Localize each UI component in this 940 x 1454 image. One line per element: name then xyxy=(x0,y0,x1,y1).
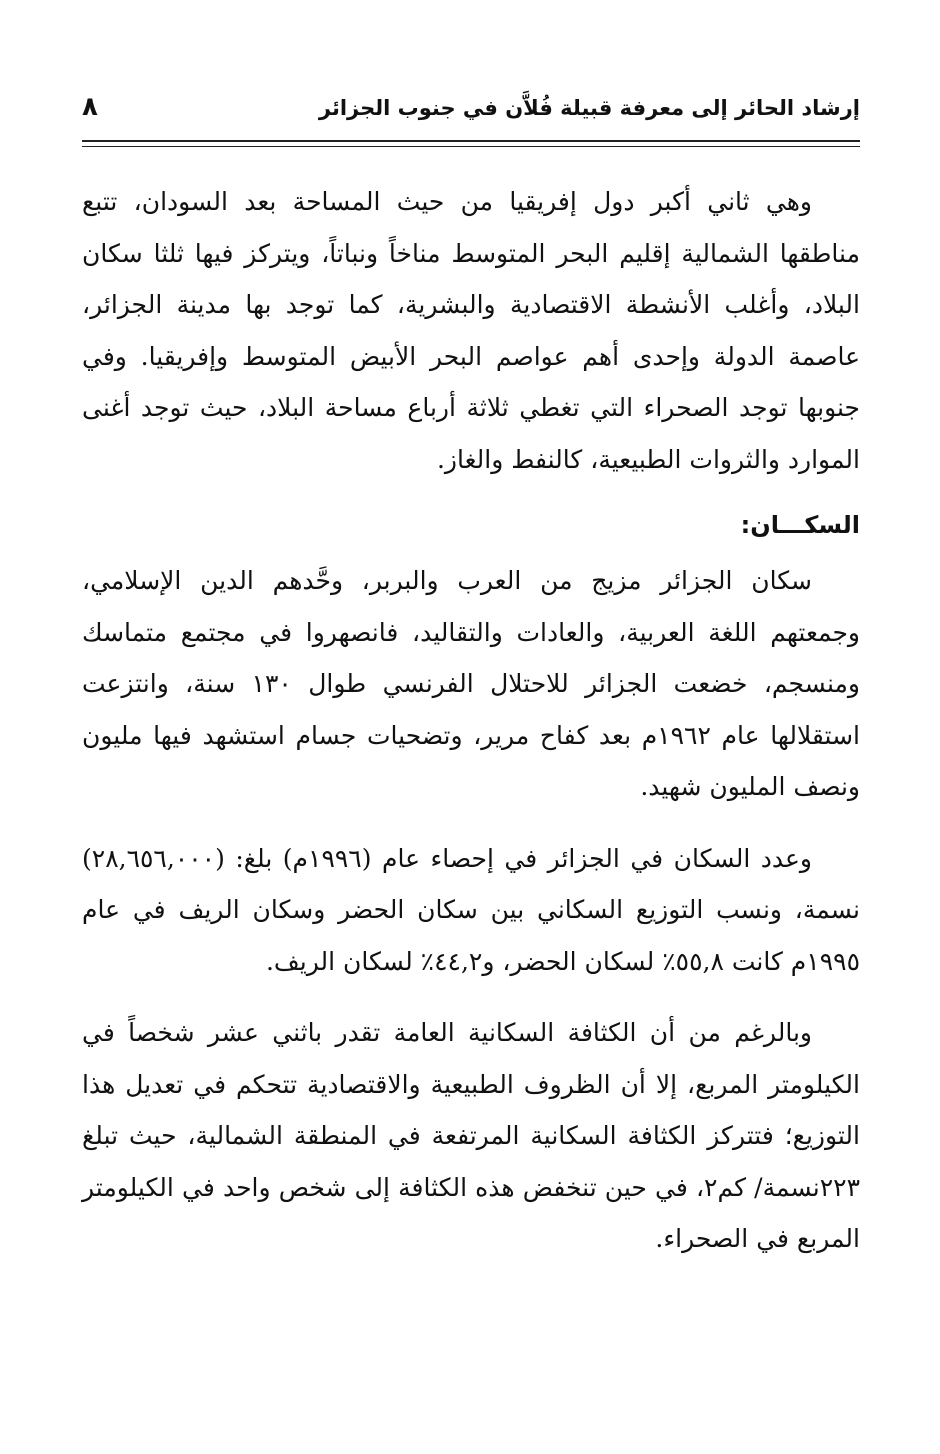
page-number: ٨ xyxy=(82,92,98,122)
paragraph-population-origins: سكان الجزائر مزيج من العرب والبربر، وحَّدهم الدين الإسلامي، وجمعتهم اللغة العربية، والعادات والتقاليد، فانصهروا في مجتمع متماسك ومنسجم، خضعت الجزائر للاحتلال الفرنسي طوال ١٣٠ سنة، وانتزعت استقلالها عام ١٩٦٢م بعد كفاح مرير، وتضحيات جسام استشهد فيها مليون ونصف المليون شهيد. xyxy=(82,566,860,801)
section-heading-population: السكـــان: xyxy=(740,511,860,539)
header-rule-thick xyxy=(82,140,860,142)
page-body xyxy=(82,176,860,1285)
paragraph-geography: وهي ثاني أكبر دول إفريقيا من حيث المساحة بعد السودان، تتبع مناطقها الشمالية إقليم البحر المتوسط مناخاً ونباتاً، ويتركز فيها ثلثا سكان البلاد، وأغلب الأنشطة الاقتصادية والبشرية، كما توجد بها مدينة الجزائر، عاصمة الدولة وإحدى أهم عواصم البحر الأبيض المتوسط وإفريقيا. وفي جنوبها توجد الصحراء التي تغطي ثلاثة أرباع مساحة البلاد، حيث توجد أغنى الموارد والثروات الطبيعية، كالنفط والغاز. xyxy=(82,187,860,474)
running-header xyxy=(82,88,860,138)
header-rule-thin xyxy=(82,146,860,147)
paragraph-population-census: وعدد السكان في الجزائر في إحصاء عام (١٩٩٦م) بلغ: (٢٨,٦٥٦,٠٠٠) نسمة، ونسب التوزيع السكاني بين سكان الحضر وسكان الريف في عام ١٩٩٥م كانت ٥٥,٨٪ لسكان الحضر، و٤٤,٢٪ لسكان الريف. xyxy=(82,843,860,976)
paragraph-population-density: وبالرغم من أن الكثافة السكانية العامة تقدر باثني عشر شخصاً في الكيلومتر المربع، إلا أن الظروف الطبيعية والاقتصادية تتحكم في تعديل هذا التوزيع؛ فتتركز الكثافة السكانية المرتفعة في المنطقة الشمالية، حيث تبلغ ٢٢٣نسمة/ كم٢، في حين تنخفض هذه الكثافة إلى شخص واحد في الكيلومتر المربع في الصحراء. xyxy=(82,1018,861,1253)
running-title: إرشاد الحائر إلى معرفة قبيلة فُلاَّن في جنوب الجزائر xyxy=(318,96,860,120)
book-page xyxy=(82,88,860,1388)
